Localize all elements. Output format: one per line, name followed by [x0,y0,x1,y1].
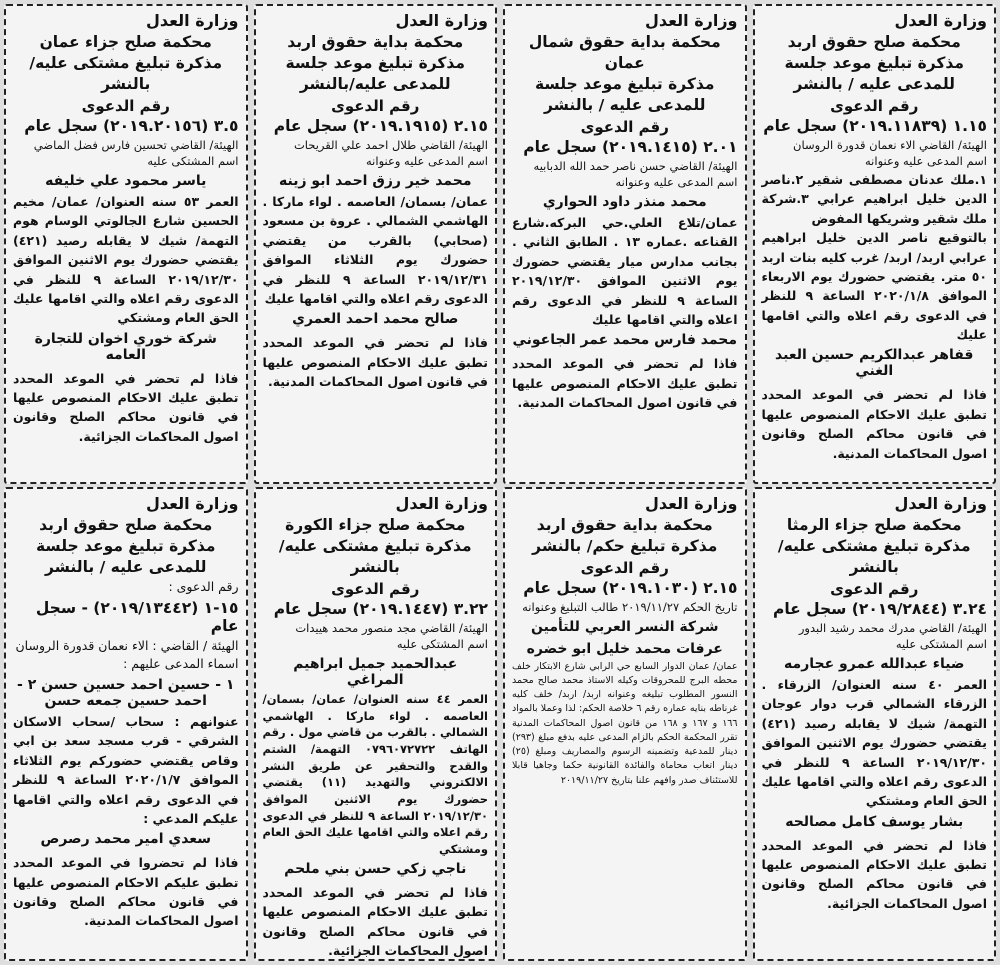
ministry-title: وزارة العدل [395,494,488,513]
case-number: ٢.٠١ (٢٠١٩.١٤١٥) سجل عام [523,137,738,156]
ministry-title: وزارة العدل [145,494,239,513]
notice-card [254,4,498,484]
case-number: ٢.١٥ (٢٠١٩.١٩١٥) سجل عام [273,116,488,135]
notice-subject: مذكرة تبليغ مشتكى عليه/ بالنشر [777,536,971,576]
panel: الهيئة / القاضي : الاء نعمان قدورة الروسان [15,637,239,653]
case-label: رقم الدعوى [81,96,170,115]
notice-body: عمان/ بسمان/ العاصمه . لواء ماركا . الهاشمي الشمالي . عروة بن مسعود (صحابي) بالقرب من يقتضي حضورك يوم الثلاثاء الموافق ٢٠١٩/١٢/٣١ الساعة ٩ للنظر في الدعوى رقم اعلاه والتي اقامها عليك [262,194,489,306]
notice-subject: مذكرة تبليغ موعد جلسة للمدعى عليه / بالنشر [36,536,216,576]
defendant-names: ١ - حسين احمد حسين حسن ٢ - احمد حسين جمعه حسن [17,677,235,710]
case-label: رقم الدعوى [580,558,669,577]
notice-card [503,487,747,961]
case-label: رقم الدعوى [331,96,420,115]
defendant-names: محمد منذر داود الحواري [542,194,707,211]
party-label: اسم المشتكى عليه [895,637,987,652]
ministry-title: وزارة العدل [395,11,488,30]
court-name: محكمة صلح حقوق اربد [39,516,213,534]
defendant-names: ١.ملك عدنان مصطفى شقير ٢.ناصر الدين خليل ابراهيم عرابي ٣.شركة ملك شقير وشريكها المفوض [761,172,987,226]
defendant-names: محمد خير رزق احمد ابو زينه [279,173,472,190]
case-label: رقم الدعوى [830,96,919,115]
panel: الهيئة/ القاضي تحسين فارس فضل الماضي [33,137,239,152]
notice-body: بالتوقيع ناصر الدين خليل ابراهيم عرابي اربد/ اربد/ غرب كليه بنات اربد ٥٠ متر. يقتضي حضورك يوم الاربعاء الموافق ٢٠٢٠/١/٨ الساعة ٩ للنظر في الدعوى رقم اعلاه والتي اقامها عليك [761,230,987,343]
court-name: محكمة بداية حقوق اربد [287,33,464,51]
panel: الهيئة/ القاضي مدرك محمد رشيد البدور [798,620,987,635]
case-label: رقم الدعوى [580,117,669,136]
notice-card [4,487,248,961]
notice-footer: فاذا لم تحضروا في الموعد المحدد تطبق عليكم الاحكام المنصوص عليها في قانون محاكم الصلح وقانون اصول المحاكمات المدنية. [13,855,239,929]
court-name: محكمة بداية حقوق اربد [536,516,713,534]
notice-footer: فاذا لم تحضر في الموعد المحدد تطبق عليك الاحكام المنصوص عليها في قانون محاكم الصلح وقانون اصول المحاكمات المدنية. [761,387,987,461]
case-number: ٣.٥ (٢٠١٩.٢٠١٥٦) سجل عام [24,116,239,135]
defendant-names: ضياء عبدالله عمرو عجارمه [784,656,965,673]
party-label: اسم المدعى عليه وعنوانه [366,154,488,169]
notices-grid [4,4,996,961]
notice-body: العمر ٤٤ سنه العنوان/ عمان/ بسمان/ العاصمه . لواء ماركا . الهاشمي الشمالي . بالقرب من قاضي مول . رقم الهاتف ٠٧٩٦٠٧٢٧٢٢ التهمة/ الشتم والقدح والتحقير عن طريق النشر الالكتروني والتهديد (١١) يقتضي حضورك يوم الاثنين الموافق ٢٠١٩/١٢/٣٠ الساعة ٩ للنظر في الدعوى رقم اعلاه والتي اقامها عليك الحق العام ومشتكي [262,692,489,857]
ministry-title: وزارة العدل [894,494,987,513]
ministry-title: وزارة العدل [644,11,738,30]
notice-card [254,487,498,961]
case-label: رقم الدعوى [830,579,919,598]
notice-footer: فاذا لم تحضر في الموعد المحدد تطبق عليك الاحكام المنصوص عليها في قانون محاكم الصلح وقانون اصول المحاكمات الجزائية. [13,370,239,444]
case-label: رقم الدعوى : [168,578,239,594]
plaintiff-name: شركة خوري اخوان للتجارة العامه [34,330,217,363]
notice-body: عمان/تلاع العلي.حي البركه.شارع القناعه .عماره ١٣ . الطابق الثاني . بجانب مدارس ميار يقتضي حضورك يوم الاثنين الموافق ٢٠١٩/١٢/٣٠ الساعة ٩ للنظر في الدعوى رقم اعلاه والتي اقامها عليك [512,215,738,327]
notice-body: العمر ٥٣ سنه العنوان/ عمان/ مخيم الحسين شارع الجالوتي الوسام هوم التهمة/ شيك لا يقابله رصيد (٤٢١) يقتضي حضورك يوم الاثنين الموافق ٢٠١٩/١٢/٣٠ الساعة ٩ للنظر في الدعوى رقم اعلاه والتي اقامها عليك الحق العام ومشتكي [13,194,239,326]
judgment-summary: عمان/ عمان الدوار السابع حي الرابي شارع الابتكار خلف محطه البرج للمحروقات وكيله الاستاذ محمد صالح محمد النسور المطلوب تبليغه وعنوانه اربد/ اربد/ خلف كليه غرناطه بنايه عماره رقم ٦ خلاصة الحكم: لذا وعملا بالمواد ١٦٦ و ١٦٧ و ١٦٨ من قانون اصول المحاكمات المدنية تقرر المحكمة الحكم بالزام المدعى عليه بدفع مبلغ (٢٩٣) دينار للمدعية وتضمينه الرسوم والمصاريف ومبلغ (٢٥) دينار اتعاب محاماة والفائدة القانونية حكما وجاهيا قابلا للاستئناف صدر وافهم علنا بتاريخ ٢٠١٩/١١/٢٧ [512,660,738,786]
notice-subject: مذكرة تبليغ موعد جلسة للمدعى عليه / بالنشر [535,74,715,114]
notice-card [4,4,248,484]
notice-card [753,487,997,961]
party-label: اسم المشتكى عليه [147,154,239,169]
party-label: اسم المشتكى عليه [396,637,488,652]
panel: الهيئة/ القاضي طلال احمد علي القريحات [293,137,488,152]
notice-card [503,4,747,484]
defendant-names: عبدالحميد جميل ابراهيم المراغي [293,656,458,689]
requesting-party: شركة النسر العربي للتأمين [531,618,719,635]
notice-subject: مذكرة تبليغ حكم/ بالنشر [532,536,718,555]
plaintiff-name: محمد فارس محمد عمر الجاعوني [512,332,738,349]
plaintiff-name: بشار يوسف كامل مصالحه [785,813,964,830]
notice-subject: مذكرة تبليغ موعد جلسة للمدعى عليه / بالنشر [784,53,964,93]
party-label: اسم المدعى عليه وعنوانه [615,175,738,190]
notice-subject: مذكرة تبليغ مشتكى عليه/ بالنشر [278,536,472,576]
notice-footer: فاذا لم تحضر في الموعد المحدد تطبق عليك الاحكام المنصوص عليها في قانون محاكم الصلح وقانون اصول المحاكمات الجزائية. [262,884,488,958]
notice-footer: فاذا لم تحضر في الموعد المحدد تطبق عليك الاحكام المنصوص عليها في قانون اصول المحاكمات المدنية. [512,356,738,411]
notice-body: العمر ٤٠ سنه العنوان/ الزرقاء . الزرقاء الشمالي قرب دوار عوجان التهمة/ شيك لا يقابله رصيد (٤٢١) يقتضي حضورك يوم الاثنين الموافق ٢٠١٩/١٢/٣٠ الساعة ٩ للنظر في الدعوى رقم اعلاه والتي اقامها عليك الحق العام ومشتكي [761,677,988,809]
case-number: ٣.٢٢ (٢٠١٩.١٤٤٧) سجل عام [273,599,488,618]
case-number: ١٥-١ (٢٠١٩/١٣٤٤٢) - سجل عام [35,598,239,635]
party-label: اسم المدعى عليه وعنوانه [865,154,987,169]
panel: الهيئة/ القاضي الاء نعمان قدورة الروسان [793,137,987,152]
court-name: محكمة صلح جزاء عمان [39,33,212,51]
notice-subject: مذكرة تبليغ مشتكى عليه/ بالنشر [29,53,223,93]
notice-footer: فاذا لم تحضر في الموعد المحدد تطبق عليك الاحكام المنصوص عليها في قانون محاكم الصلح وقانون اصول المحاكمات الجزائية. [761,837,987,911]
judgment-date: تاريخ الحكم ٢٠١٩/١١/٢٧ طالب التبليغ وعنوانه [522,599,738,614]
ministry-title: وزارة العدل [145,11,239,30]
court-name: محكمة صلح حقوق اربد [787,33,961,51]
panel: الهيئة/ القاضي حسن ناصر حمد الله الدبابيه [533,158,738,173]
notice-subject: مذكرة تبليغ موعد جلسة للمدعى عليه/بالنشر [285,53,465,93]
case-number: ١.١٥ (٢٠١٩.١١٨٣٩) سجل عام [763,116,987,135]
defendant-names: ياسر محمود علي خليفه [45,173,207,190]
ministry-title: وزارة العدل [644,494,738,513]
plaintiff-name: صالح محمد احمد العمري [292,311,459,328]
notice-footer: فاذا لم تحضر في الموعد المحدد تطبق عليك الاحكام المنصوص عليها في قانون اصول المحاكمات المدنية. [262,335,488,390]
court-name: محكمة بداية حقوق شمال عمان [528,33,721,72]
defendant-names: عرفات محمد خليل ابو خضره [526,640,723,657]
plaintiff-name: سعدي امير محمد رصرص [40,831,211,848]
notice-card [753,4,997,484]
case-number: ٣.٢٤ (٢٠١٩/٢٨٤٤) سجل عام [772,599,987,618]
plaintiff-name: ناجي زكي حسن بني ملحم [284,860,467,877]
plaintiff-name: قفاهر عبدالكريم حسين العبد الغني [775,347,974,380]
party-label: اسماء المدعى عليهم : [123,656,239,672]
ministry-title: وزارة العدل [894,11,987,30]
panel: الهيئة/ القاضي مجد منصور محمد هييدات [295,620,488,635]
case-label: رقم الدعوى [331,579,420,598]
court-name: محكمة صلح جزاء الرمثا [786,516,962,534]
notice-body: عنوانهم : سحاب /سحاب الاسكان الشرقي - قرب مسجد سعد بن ابي وقاص يقتضي حضوركم يوم الثلاثاء الموافق ٢٠٢٠/١/٧ الساعة ٩ للنظر في الدعوى رقم اعلاه والتي اقامها عليكم المدعي : [13,714,239,826]
court-name: محكمة صلح جزاء الكورة [285,516,466,534]
case-number: ٢.١٥ (٢٠١٩.١٠٣٠) سجل عام [523,578,738,597]
